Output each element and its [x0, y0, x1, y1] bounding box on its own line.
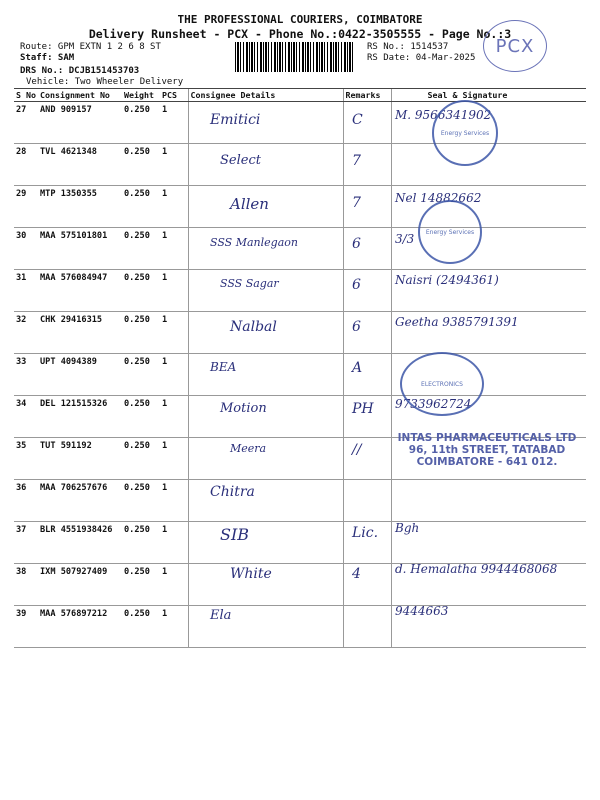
handwritten-remark: C: [352, 112, 363, 128]
col-signature: Seal & Signature: [391, 89, 586, 102]
cell-weight: 0.250: [122, 564, 160, 606]
cell-weight: 0.250: [122, 312, 160, 354]
cell-consignment: TVL 4621348: [38, 144, 122, 186]
cell-remarks: [343, 102, 391, 144]
cell-remarks: [343, 564, 391, 606]
cell-remarks: [343, 438, 391, 480]
intas-stamp: [392, 432, 582, 468]
handwritten-signature: Bgh: [395, 521, 420, 535]
table-row: [14, 354, 586, 396]
cell-pcs: 1: [160, 312, 188, 354]
table-row: [14, 480, 586, 522]
cell-weight: 0.250: [122, 438, 160, 480]
cell-sno: 34: [14, 396, 38, 438]
handwritten-consignee: Nalbal: [230, 318, 277, 335]
energy-seal: Energy Services: [432, 100, 498, 166]
handwritten-consignee: Select: [220, 153, 261, 169]
table-row: [14, 522, 586, 564]
handwritten-remark: 6: [352, 235, 361, 252]
cell-pcs: 1: [160, 102, 188, 144]
handwritten-remark: PH: [352, 401, 374, 418]
intas-stamp-line1: INTAS PHARMACEUTICALS LTD: [397, 432, 577, 444]
cell-weight: 0.250: [122, 396, 160, 438]
cell-sno: 32: [14, 312, 38, 354]
cell-pcs: 1: [160, 186, 188, 228]
cell-remarks: [343, 480, 391, 522]
company-title: THE PROFESSIONAL COURIERS, COIMBATORE: [177, 13, 423, 26]
cell-consignment: UPT 4094389: [38, 354, 122, 396]
cell-pcs: 1: [160, 396, 188, 438]
runsheet-subtitle: Delivery Runsheet - PCX - Phone No.:0422-3505555 - Page No.:3: [88, 27, 512, 41]
cell-remarks: [343, 606, 391, 648]
drs-number: DRS No.: DCJB151453703: [20, 66, 140, 76]
handwritten-consignee: Chitra: [210, 483, 255, 500]
vehicle-label: Vehicle: Two Wheeler Delivery: [26, 77, 184, 87]
cell-consignment: BLR 4551938426: [38, 522, 122, 564]
handwritten-remark: 6: [352, 318, 361, 335]
cell-weight: 0.250: [122, 186, 160, 228]
cell-consignee: [188, 144, 343, 186]
table-row: [14, 144, 586, 186]
col-remarks: Remarks: [343, 89, 391, 102]
electronics-seal: ELECTRONICS: [400, 352, 484, 416]
cell-pcs: 1: [160, 564, 188, 606]
rs-number: RS No.: 1514537: [367, 42, 449, 52]
col-weight: Weight: [122, 89, 160, 102]
cell-pcs: 1: [160, 606, 188, 648]
handwritten-remark: 7: [352, 153, 361, 170]
cell-pcs: 1: [160, 438, 188, 480]
cell-sno: 39: [14, 606, 38, 648]
handwritten-consignee: Ela: [210, 607, 232, 623]
cell-weight: 0.250: [122, 228, 160, 270]
cell-signature: [391, 480, 586, 522]
cell-weight: 0.250: [122, 270, 160, 312]
handwritten-signature: M. 9566341902: [395, 108, 492, 122]
cell-sno: 36: [14, 480, 38, 522]
energy-seal-2: Energy Services: [418, 200, 482, 264]
handwritten-remark: //: [352, 442, 362, 459]
cell-remarks: [343, 354, 391, 396]
cell-consignee: [188, 270, 343, 312]
cell-pcs: 1: [160, 228, 188, 270]
cell-signature: [391, 522, 586, 564]
handwritten-consignee: Meera: [230, 442, 267, 456]
cell-consignee: [188, 522, 343, 564]
handwritten-consignee: Emitici: [210, 112, 261, 128]
handwritten-consignee: SSS Manlegaon: [210, 235, 298, 249]
route-label: Route: GPM EXTN 1 2 6 8 ST: [20, 42, 161, 52]
handwritten-consignee: SIB: [220, 525, 250, 544]
cell-sno: 31: [14, 270, 38, 312]
handwritten-signature: 9733962724: [395, 397, 472, 412]
intas-stamp-line3: COIMBATORE - 641 012.: [416, 456, 558, 468]
cell-remarks: [343, 228, 391, 270]
table-row: [14, 186, 586, 228]
cell-weight: 0.250: [122, 522, 160, 564]
cell-weight: 0.250: [122, 102, 160, 144]
cell-sno: 38: [14, 564, 38, 606]
table-row: [14, 102, 586, 144]
cell-weight: 0.250: [122, 354, 160, 396]
table-row: [14, 228, 586, 270]
cell-sno: 29: [14, 186, 38, 228]
cell-sno: 27: [14, 102, 38, 144]
cell-pcs: 1: [160, 354, 188, 396]
handwritten-consignee: SSS Sagar: [220, 277, 279, 291]
cell-remarks: [343, 270, 391, 312]
col-consignment: Consignment No: [38, 89, 122, 102]
handwritten-consignee: BEA: [210, 359, 237, 374]
handwritten-signature: Nel 14882662: [395, 190, 482, 205]
cell-pcs: 1: [160, 480, 188, 522]
cell-weight: 0.250: [122, 480, 160, 522]
handwritten-consignee: Allen: [230, 194, 269, 213]
col-pcs: PCS: [160, 89, 188, 102]
cell-consignment: MAA 576084947: [38, 270, 122, 312]
cell-remarks: [343, 144, 391, 186]
cell-consignment: DEL 121515326: [38, 396, 122, 438]
cell-sno: 37: [14, 522, 38, 564]
handwritten-signature: Naisri (2494361): [395, 273, 499, 288]
cell-consignment: MAA 575101801: [38, 228, 122, 270]
staff-label: Staff: SAM: [20, 53, 75, 63]
cell-remarks: [343, 312, 391, 354]
cell-consignment: MAA 576897212: [38, 606, 122, 648]
cell-consignment: CHK 29416315: [38, 312, 122, 354]
handwritten-consignee: Motion: [220, 401, 267, 417]
handwritten-remark: 4: [352, 566, 361, 583]
cell-weight: 0.250: [122, 144, 160, 186]
cell-remarks: [343, 186, 391, 228]
handwritten-remark: A: [352, 359, 363, 376]
cell-sno: 28: [14, 144, 38, 186]
cell-consignment: IXM 507927409: [38, 564, 122, 606]
handwritten-signature: 3/3: [395, 231, 415, 246]
rs-date: RS Date: 04-Mar-2025: [367, 53, 476, 63]
cell-sno: 35: [14, 438, 38, 480]
handwritten-remark: 7: [352, 194, 361, 211]
cell-sno: 33: [14, 354, 38, 396]
handwritten-signature: Geetha 9385791391: [395, 314, 519, 329]
cell-consignment: TUT 591192: [38, 438, 122, 480]
cell-pcs: 1: [160, 144, 188, 186]
cell-consignment: MAA 706257676: [38, 480, 122, 522]
handwritten-signature: d. Hemalatha 9944468068: [395, 562, 558, 577]
intas-stamp-line2: 96, 11th STREET, TATABAD: [408, 444, 566, 456]
table-row: [14, 270, 586, 312]
col-sno: S No: [14, 89, 38, 102]
cell-consignment: MTP 1350355: [38, 186, 122, 228]
col-consignee: Consignee Details: [188, 89, 343, 102]
handwritten-consignee: White: [230, 566, 272, 583]
table-row: [14, 606, 586, 648]
cell-weight: 0.250: [122, 606, 160, 648]
handwritten-remark: Lic.: [352, 525, 379, 541]
pcx-stamp: PCX: [483, 20, 547, 72]
cell-pcs: 1: [160, 522, 188, 564]
cell-sno: 30: [14, 228, 38, 270]
cell-consignment: AND 909157: [38, 102, 122, 144]
barcode: [235, 42, 355, 72]
handwritten-signature: 9444663: [395, 603, 449, 618]
table-header-row: [14, 89, 586, 102]
handwritten-remark: 6: [352, 277, 361, 294]
cell-pcs: 1: [160, 270, 188, 312]
